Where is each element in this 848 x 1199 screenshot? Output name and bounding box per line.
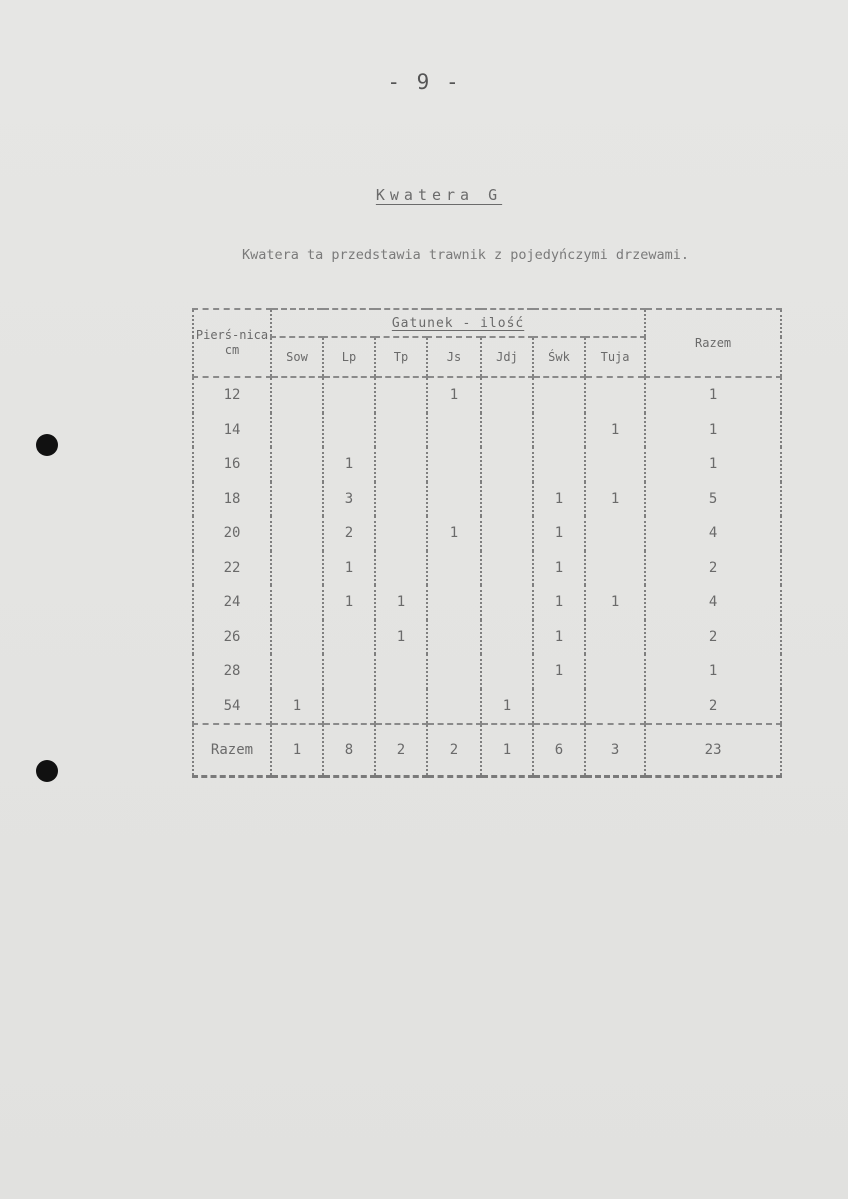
count-cell: [323, 654, 375, 689]
count-cell: [323, 413, 375, 448]
count-cell: 1: [533, 482, 585, 517]
count-cell: [375, 689, 427, 725]
sum-count-cell: 6: [533, 724, 585, 777]
count-cell: [375, 516, 427, 551]
count-cell: 3: [323, 482, 375, 517]
sum-count-cell: 1: [271, 724, 323, 777]
count-cell: [481, 585, 533, 620]
count-cell: [375, 654, 427, 689]
count-cell: [271, 516, 323, 551]
diameter-cell: 20: [193, 516, 271, 551]
count-cell: [375, 482, 427, 517]
count-cell: [427, 447, 481, 482]
sum-count-cell: 3: [585, 724, 645, 777]
table-row: [193, 516, 781, 551]
species-header: Śwk: [533, 337, 585, 377]
count-cell: [481, 551, 533, 586]
diameter-cell: 12: [193, 377, 271, 413]
count-cell: [375, 377, 427, 413]
sum-row: [193, 724, 781, 777]
species-header: Jdj: [481, 337, 533, 377]
count-cell: 1: [375, 620, 427, 655]
section-title: Kwatera G: [375, 186, 503, 204]
count-cell: [585, 447, 645, 482]
count-cell: [585, 516, 645, 551]
count-cell: [271, 447, 323, 482]
count-cell: [323, 377, 375, 413]
count-cell: [271, 551, 323, 586]
diameter-header: Pierś-nica cm: [193, 309, 271, 377]
count-cell: 1: [323, 551, 375, 586]
row-total-cell: 4: [645, 516, 781, 551]
table-row: [193, 413, 781, 448]
count-cell: [585, 620, 645, 655]
row-total-cell: 4: [645, 585, 781, 620]
count-cell: 1: [427, 377, 481, 413]
count-cell: [585, 689, 645, 725]
row-total-cell: 2: [645, 689, 781, 725]
count-cell: [533, 447, 585, 482]
table-row: [193, 551, 781, 586]
count-cell: 1: [585, 585, 645, 620]
total-header: Razem: [645, 309, 781, 377]
punch-hole-icon: [36, 760, 58, 782]
diameter-cell: 54: [193, 689, 271, 725]
row-total-cell: 2: [645, 620, 781, 655]
punch-hole-icon: [36, 434, 58, 456]
count-cell: [533, 689, 585, 725]
species-header: Lp: [323, 337, 375, 377]
count-cell: [427, 482, 481, 517]
diameter-cell: 24: [193, 585, 271, 620]
count-cell: [533, 413, 585, 448]
count-cell: 1: [323, 585, 375, 620]
count-cell: 1: [585, 482, 645, 517]
count-cell: [533, 377, 585, 413]
count-cell: [481, 413, 533, 448]
species-group-header: Gatunek - ilość: [271, 309, 645, 337]
count-cell: 1: [427, 516, 481, 551]
count-cell: [481, 516, 533, 551]
count-cell: [481, 377, 533, 413]
count-cell: [585, 654, 645, 689]
diameter-cell: 14: [193, 413, 271, 448]
table-row: [193, 654, 781, 689]
count-cell: 1: [585, 413, 645, 448]
species-header: Js: [427, 337, 481, 377]
count-cell: [271, 620, 323, 655]
section-description: Kwatera ta przedstawia trawnik z pojedyńczymi drzewami.: [242, 247, 690, 263]
count-cell: 1: [271, 689, 323, 725]
count-cell: [427, 551, 481, 586]
row-total-cell: 1: [645, 413, 781, 448]
row-total-cell: 5: [645, 482, 781, 517]
count-cell: [585, 551, 645, 586]
diameter-cell: 18: [193, 482, 271, 517]
row-total-cell: 1: [645, 447, 781, 482]
table-row: [193, 585, 781, 620]
count-cell: [375, 413, 427, 448]
diameter-cell: 26: [193, 620, 271, 655]
count-cell: [585, 377, 645, 413]
page-number: - 9 -: [387, 70, 461, 94]
table-row: [193, 377, 781, 413]
count-cell: [427, 413, 481, 448]
count-cell: [323, 620, 375, 655]
row-total-cell: 1: [645, 377, 781, 413]
count-cell: [271, 654, 323, 689]
count-cell: [271, 585, 323, 620]
tree-inventory-table: [192, 308, 782, 778]
grand-total-cell: 23: [645, 724, 781, 777]
table-row: [193, 620, 781, 655]
count-cell: [427, 620, 481, 655]
diameter-cell: 22: [193, 551, 271, 586]
tree-inventory-table-wrapper: [192, 308, 780, 800]
species-header: Tuja: [585, 337, 645, 377]
table-body: [193, 377, 781, 724]
count-cell: [427, 654, 481, 689]
species-header: Sow: [271, 337, 323, 377]
row-total-cell: 1: [645, 654, 781, 689]
diameter-cell: 16: [193, 447, 271, 482]
sum-count-cell: 8: [323, 724, 375, 777]
row-total-cell: 2: [645, 551, 781, 586]
sum-label: Razem: [193, 724, 271, 777]
count-cell: [271, 377, 323, 413]
sum-count-cell: 2: [427, 724, 481, 777]
count-cell: 1: [533, 654, 585, 689]
count-cell: 1: [533, 551, 585, 586]
count-cell: [427, 585, 481, 620]
table-row: [193, 447, 781, 482]
count-cell: [271, 482, 323, 517]
species-header: Tp: [375, 337, 427, 377]
count-cell: [375, 447, 427, 482]
count-cell: [323, 689, 375, 725]
table-row: [193, 482, 781, 517]
count-cell: [427, 689, 481, 725]
count-cell: 2: [323, 516, 375, 551]
table-row: [193, 689, 781, 725]
count-cell: [375, 551, 427, 586]
count-cell: [481, 482, 533, 517]
count-cell: 1: [533, 620, 585, 655]
count-cell: 1: [375, 585, 427, 620]
count-cell: 1: [533, 516, 585, 551]
count-cell: [481, 654, 533, 689]
sum-count-cell: 1: [481, 724, 533, 777]
diameter-cell: 28: [193, 654, 271, 689]
count-cell: 1: [481, 689, 533, 725]
count-cell: [481, 447, 533, 482]
count-cell: [271, 413, 323, 448]
sum-count-cell: 2: [375, 724, 427, 777]
count-cell: [481, 620, 533, 655]
count-cell: 1: [533, 585, 585, 620]
count-cell: 1: [323, 447, 375, 482]
